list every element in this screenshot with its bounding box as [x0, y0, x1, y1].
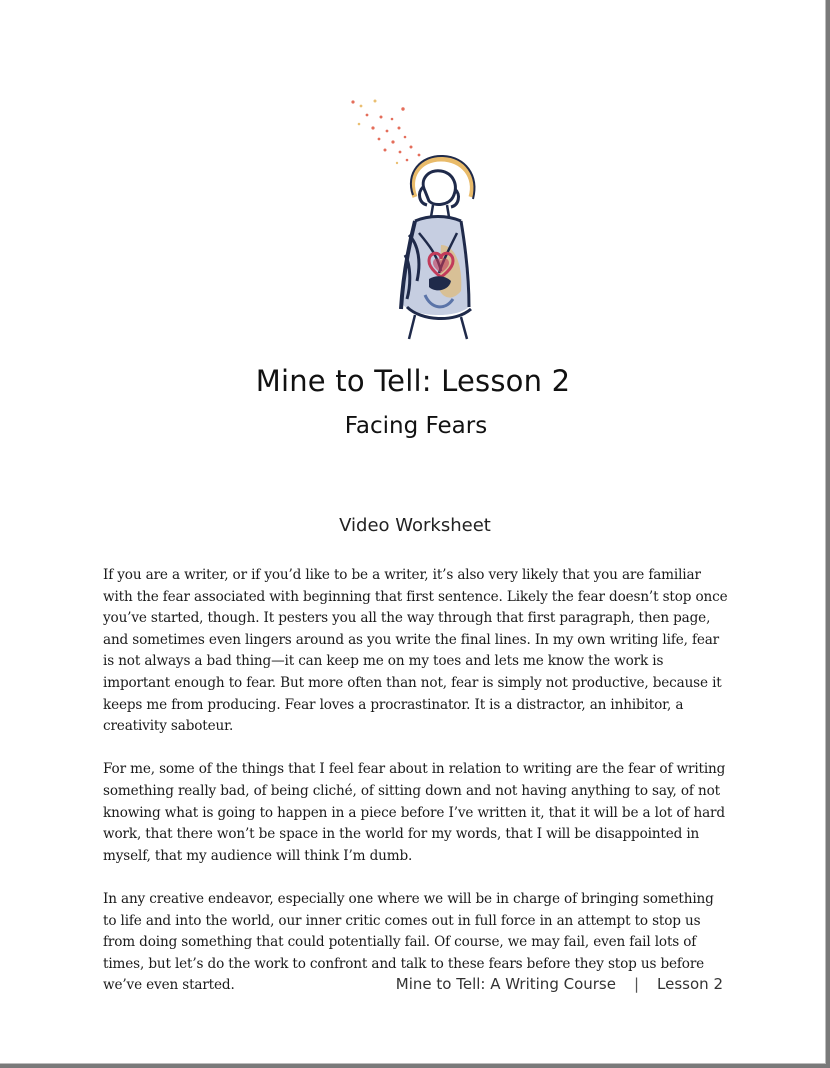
footer-course-name: Mine to Tell: A Writing Course: [395, 975, 616, 993]
section-heading: Video Worksheet: [339, 515, 491, 536]
footer-separator: |: [633, 975, 640, 993]
document-subtitle: Facing Fears: [344, 413, 488, 439]
paragraph-3: In any creative endeavor, especially one where we will be in charge of bringing something to life and into the world, our inner critic comes out in full force in an attempt to stop us from doing something that could potentially fail. Of course, we may fail, even fail lots of times, but let’s do the work to confront and talk to these fears before they stop us before we’ve even started.: [103, 890, 714, 994]
paragraph-1: If you are a writer, or if you’d like to be a writer, it’s also very likely that you are familiar with the fear associated with beginning that first sentence. Likely the fear doesn’t stop once you’ve started, though. It pesters you all the way through that first paragraph, then page, and sometimes even lingers around as you write the final lines. In my own writing life, fear is not always a bad thing—it can keep me on my toes and lets me know the work is important enough to fear. But more often than not, fear is simply not productive, because it keeps me from producing. Fear loves a procrastinator. It is a distractor, an inhibitor, a creativity saboteur.: [103, 567, 728, 735]
footer-lesson: Lesson 2: [657, 975, 723, 993]
body-text: [103, 565, 731, 1018]
document-title: Mine to Tell: Lesson 2: [255, 364, 571, 398]
paragraph-2: For me, some of the things that I feel fear about in relation to writing are the fear of writing something really bad, of being cliché, of sitting down and not having anything to say, of not knowing what is going to happen in a piece before I’ve written it, that it will be a lot of hard work, that there won’t be space in the world for my words, that I will be disappointed in myself, that my audience will think I’m dumb.: [103, 761, 726, 864]
page-footer: [396, 975, 723, 993]
figure-with-halo-icon: [345, 95, 495, 345]
